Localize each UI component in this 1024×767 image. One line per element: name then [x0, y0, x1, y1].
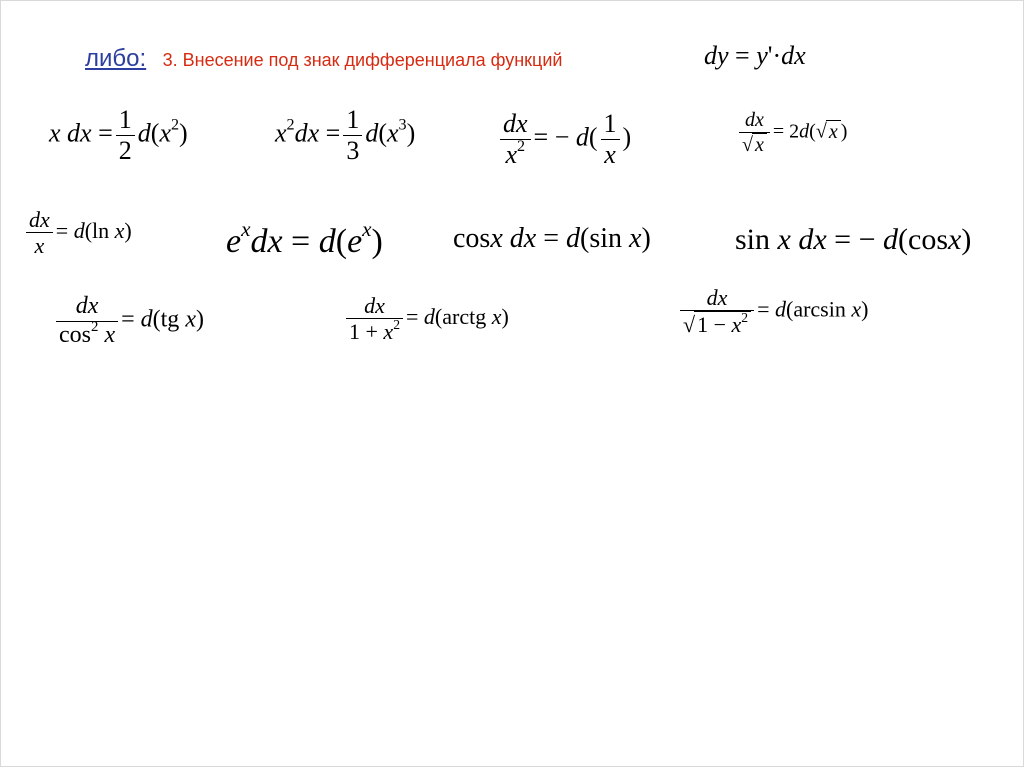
formula-dx-over-one-plus-x2: $\frac{dx}{1 + x^2}$ = d(arctg x) [343, 293, 509, 345]
formula-dx-over-sqrt-one-minus-x2: $\frac{dx}{√1 - x^2}$ = d(arcsin x) [677, 285, 868, 338]
libo-label: либо: [85, 45, 147, 72]
formula-dx-over-cos2: $\frac{dx}{\cos^2 x}$ = d(tg x) [53, 293, 204, 349]
formula-differential-definition: dy = y'·dx [704, 41, 806, 70]
formula-x-dx: x dx = $\frac{1}{2}$ $d(x^2)$ [49, 105, 188, 165]
formula-dx-over-x2: $\frac{dx}{x^2}$ = − d( $\frac{1}{x}$ ) [497, 109, 631, 170]
method-title: 3. Внесение под знак дифференциала функций [162, 50, 563, 70]
formula-exp: $e^xdx = d(e^x)$ [226, 217, 383, 260]
formula-x2-dx: $x^2dx$ = $\frac{1}{3}$ $d(x^3)$ [275, 105, 416, 165]
formula-dx-over-sqrt-x: $\frac{dx}{√ x}$ = 2d(√ x ) [736, 109, 847, 157]
slide-header [85, 45, 562, 73]
formula-cos: cosx dx = d(sin x) [453, 223, 651, 254]
formula-dx-over-x: $\frac{dx}{x}$ = d(ln x) [23, 207, 132, 259]
formula-sin: sin x dx = − d(cosx) [735, 223, 972, 256]
